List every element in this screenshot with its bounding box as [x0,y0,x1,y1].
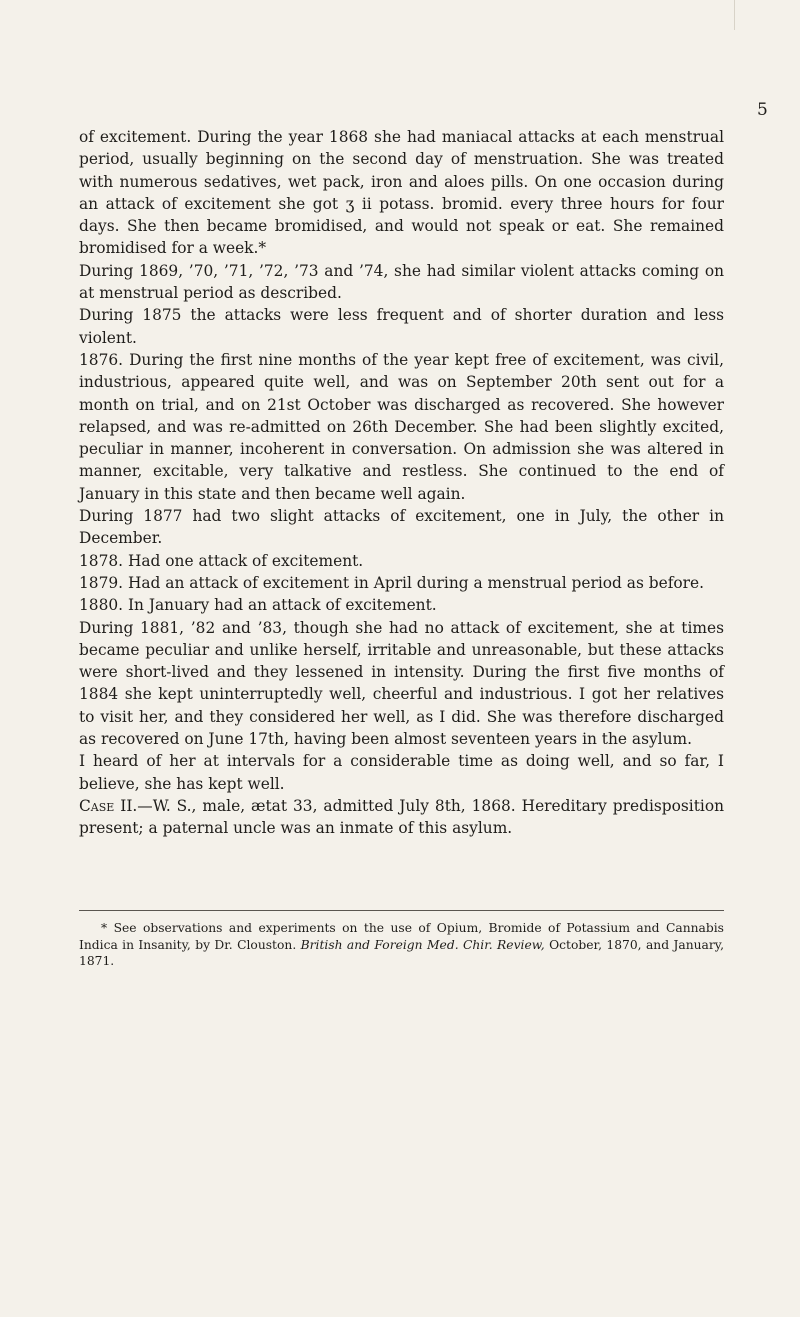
footnote-lead: * See observations and experiments on the use of Opium, Bromide of Potassium and Cannabis Indica in Insanity, by Dr. Clouston. [79,921,724,952]
paragraph-1868: of excitement. During the year 1868 she had maniacal attacks at each menstrual period, usually beginning on the second day of menstruation. She was treated with numerous sedatives, wet pack, iron and aloes pills. On one occasion during an attack of excitement she got ʒ ii potass. bromid. every three hours for four days. She then became bromidised, and would not speak or eat. She remained bromidised for a week.* [79,128,724,258]
page-number: 5 [757,100,768,120]
footnote-tail: October, 1870, and January, 1871. [79,937,724,968]
page-crease [734,0,775,30]
footnote-rule [79,910,724,911]
case-text: —W. S., male, ætat 33, admitted July 8th, 1868. Hereditary predisposition present; a paternal uncle was an inmate of this asylum. [79,796,724,838]
paragraph-1877: During 1877 had two slight attacks of excitement, one in July, the other in December. [79,507,724,548]
body-text [79,126,724,840]
paragraph-1876: 1876. During the first nine months of the year kept free of excitement, was civil, industrious, appeared quite well, and was on September 20th sent out for a month on trial, and on 21st October was discharged as recovered. She however relapsed, and was re-admitted on 26th December. She had been slightly excited, peculiar in manner, incoherent in conversation. On admission she was altered in manner, excitable, very talkative and restless. She continued to the end of January in this state and then became well again. [79,350,724,503]
paragraph-case-2 [79,795,724,840]
paragraph-1880: 1880. In January had an attack of excitement. [79,596,437,615]
paragraph-followup: I heard of her at intervals for a considerable time as doing well, and so far, I believe, she has kept well. [79,752,724,793]
paragraph-1881-1884: During 1881, ’82 and ’83, though she had no attack of excitement, she at times became peculiar and unlike herself, irritable and unreasonable, but these attacks were short-lived and they lessened in intensity. During the first five months of 1884 she kept uninterruptedly well, cheerful and industrious. I got her relatives to visit her, and they considered her well, as I did. She was therefore discharged as recovered on June 17th, having been almost seventeen years in the asylum. [79,618,724,749]
paragraph-1875: During 1875 the attacks were less frequent and of shorter duration and less violent. [79,306,724,347]
paragraph-1879: 1879. Had an attack of excitement in April during a menstrual period as before. [79,573,705,592]
paragraph-1869-1874: During 1869, ’70, ’71, ’72, ’73 and ’74, she had similar violent attacks coming on at menstrual period as described. [79,261,724,303]
footnote-journal: British and Foreign Med. Chir. Review, [300,937,545,952]
footnote [79,920,724,970]
paragraph-1878: 1878. Had one attack of excitement. [79,551,364,570]
case-label: Case II. [79,796,138,815]
